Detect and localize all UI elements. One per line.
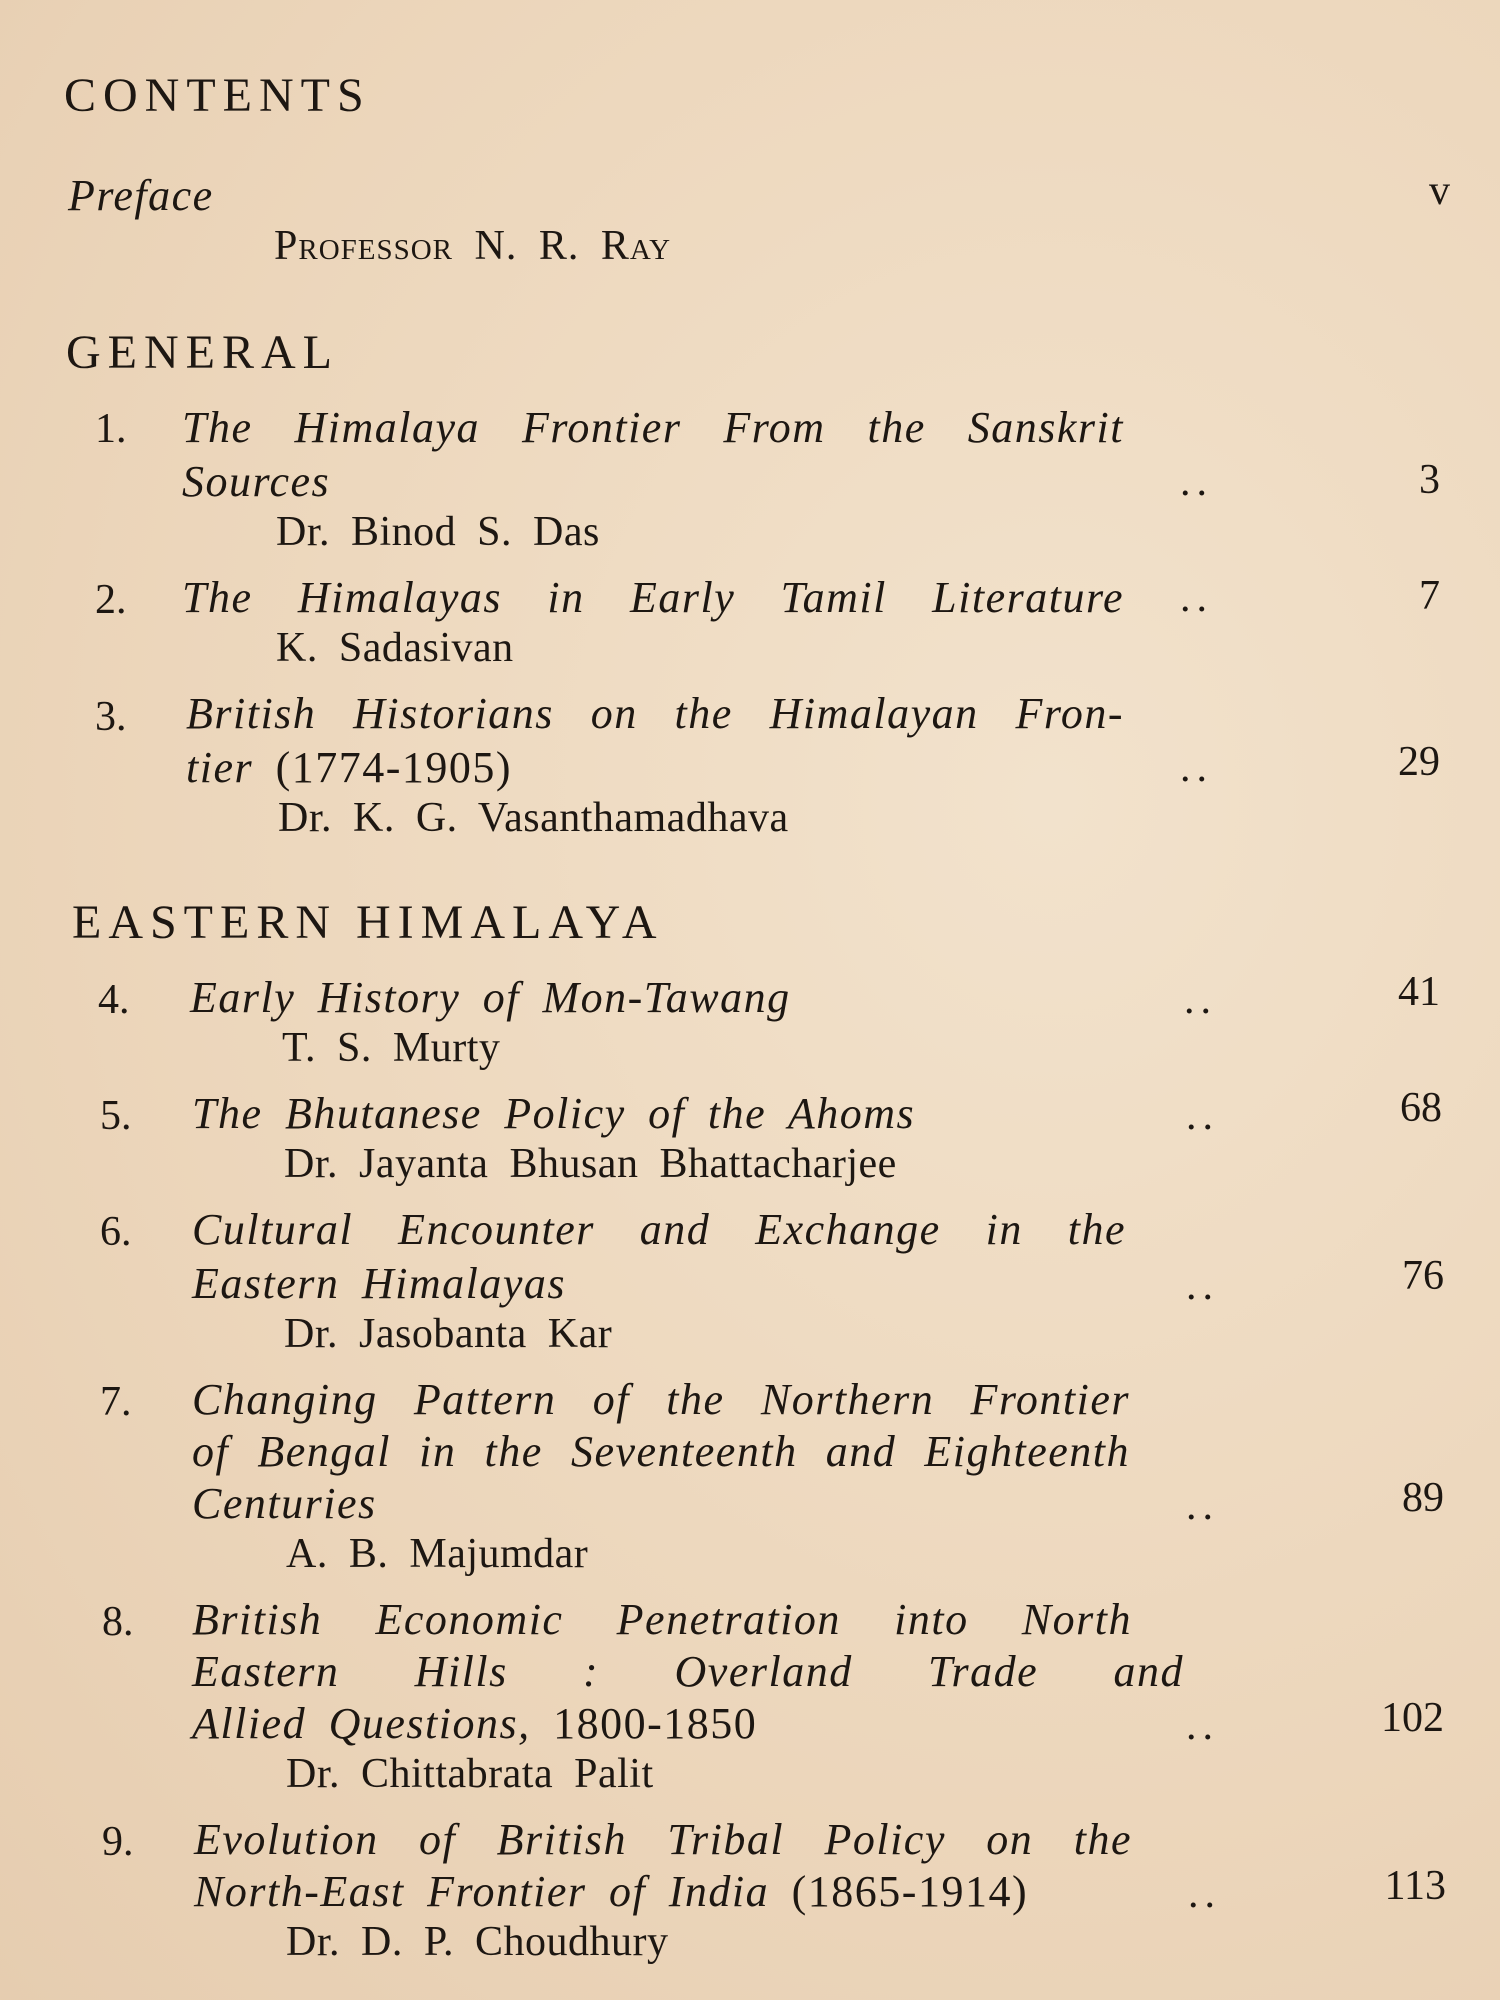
- entry-title-line: Cultural Encounter and Exchange in the: [192, 1205, 1126, 1254]
- section-heading-eastern-himalaya: EASTERN HIMALAYA: [72, 896, 664, 949]
- entry-number: 3.: [95, 694, 127, 740]
- entry-number: 5.: [100, 1093, 132, 1139]
- entry-author: A. B. Majumdar: [286, 1531, 589, 1577]
- entry-page: 102: [1381, 1695, 1444, 1741]
- entry-title-line: Early History of Mon-Tawang: [190, 973, 791, 1022]
- entry-number: 4.: [98, 977, 130, 1023]
- entry-number: 2.: [95, 577, 127, 623]
- entry-number: 9.: [102, 1819, 134, 1865]
- entry-title-line: [192, 1698, 757, 1749]
- entry-title-line: [186, 742, 512, 793]
- entry-number: 6.: [100, 1209, 132, 1255]
- preface-page: v: [1429, 168, 1450, 214]
- leader-dots: ..: [1186, 1483, 1219, 1529]
- entry-page: 113: [1384, 1863, 1446, 1909]
- entry-author: Dr. Jasobanta Kar: [284, 1311, 613, 1357]
- entry-page: 68: [1400, 1085, 1442, 1131]
- entry-title-line: The Himalayas in Early Tamil Literature: [182, 573, 1124, 622]
- entry-title-line: Changing Pattern of the Northern Frontier: [192, 1375, 1130, 1424]
- entry-author: Dr. Chittabrata Palit: [286, 1751, 654, 1797]
- leader-dots: ..: [1184, 977, 1217, 1023]
- entry-title-line: British Historians on the Himalayan Fron-: [186, 689, 1124, 738]
- entry-page: 76: [1402, 1253, 1444, 1299]
- entry-title-dates: (1865-1914): [791, 1867, 1029, 1916]
- entry-page: 3: [1419, 457, 1440, 503]
- entry-title-text: tier: [186, 743, 254, 792]
- entry-author: K. Sadasivan: [276, 625, 514, 671]
- preface-title: Preface: [68, 171, 214, 220]
- entry-title-line: Centuries: [192, 1479, 377, 1528]
- entry-number: 8.: [102, 1599, 134, 1645]
- entry-title-dates: 1800-1850: [553, 1699, 758, 1748]
- leader-dots: ..: [1186, 1093, 1219, 1139]
- entry-title-line: Sources: [182, 457, 331, 506]
- entry-title-text: North-East Frontier of India: [194, 1867, 770, 1916]
- entry-page: 29: [1398, 739, 1440, 785]
- entry-page: 7: [1419, 573, 1440, 619]
- entry-author: Dr. D. P. Choudhury: [286, 1919, 669, 1965]
- entry-title-line: The Himalaya Frontier From the Sanskrit: [182, 403, 1124, 452]
- entry-number: 1.: [95, 406, 127, 452]
- leader-dots: ..: [1180, 459, 1213, 505]
- entry-title-line: Eastern Hills : Overland Trade and: [192, 1647, 1184, 1696]
- entry-title-line: Evolution of British Tribal Policy on the: [194, 1815, 1132, 1864]
- entry-title-line: British Economic Penetration into North: [192, 1595, 1132, 1644]
- entry-title-text: Allied Questions,: [192, 1699, 531, 1748]
- entry-author: Dr. Binod S. Das: [276, 509, 600, 555]
- entry-title-line: [194, 1866, 1028, 1917]
- entry-number: 7.: [100, 1379, 132, 1425]
- entry-author: T. S. Murty: [282, 1025, 501, 1071]
- entry-title-dates: (1774-1905): [275, 743, 513, 792]
- leader-dots: ..: [1186, 1263, 1219, 1309]
- entry-title-line: Eastern Himalayas: [192, 1259, 567, 1308]
- preface-author: Professor N. R. Ray: [274, 223, 672, 269]
- leader-dots: ..: [1186, 1703, 1219, 1749]
- page-title: CONTENTS: [64, 69, 371, 122]
- entry-author: Dr. K. G. Vasanthamadhava: [278, 795, 789, 841]
- entry-title-line: The Bhutanese Policy of the Ahoms: [192, 1089, 916, 1138]
- entry-page: 41: [1398, 969, 1440, 1015]
- leader-dots: ..: [1188, 1871, 1221, 1917]
- leader-dots: ..: [1180, 575, 1213, 621]
- leader-dots: ..: [1180, 745, 1213, 791]
- entry-title-line: of Bengal in the Seventeenth and Eighteenth: [192, 1427, 1130, 1476]
- section-heading-general: GENERAL: [66, 326, 339, 379]
- entry-page: 89: [1402, 1475, 1444, 1521]
- entry-author: Dr. Jayanta Bhusan Bhattacharjee: [284, 1141, 897, 1187]
